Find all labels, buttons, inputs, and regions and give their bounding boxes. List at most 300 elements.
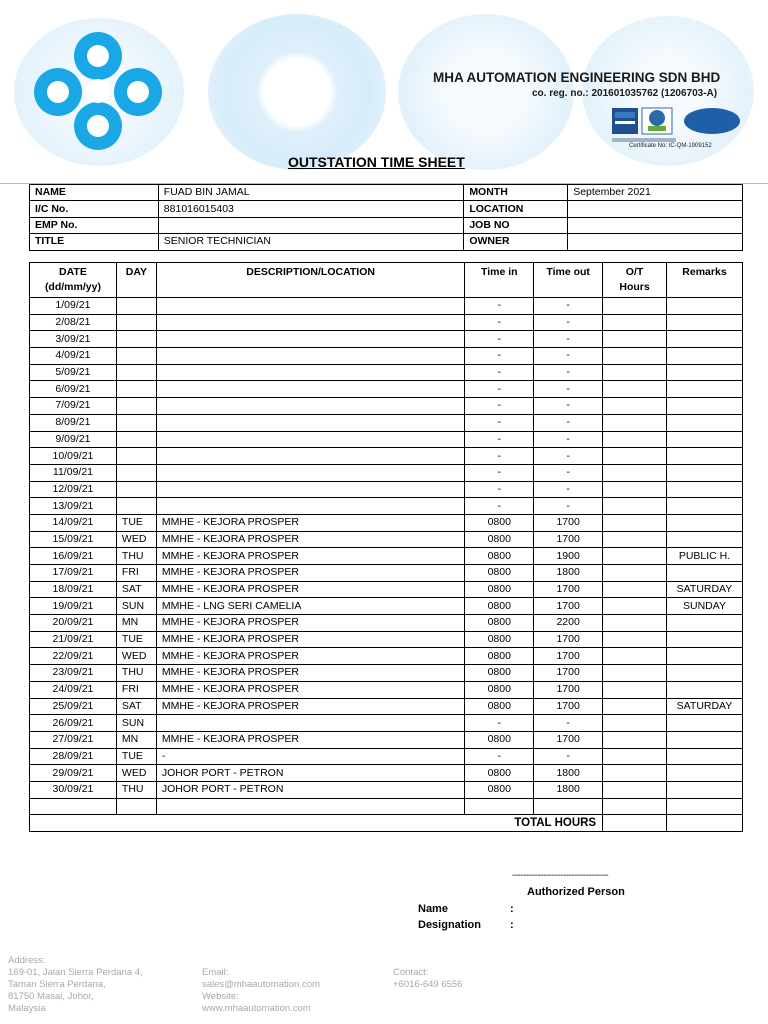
day-cell: TUE: [116, 748, 156, 765]
description-cell: MMHE - KEJORA PROSPER: [156, 548, 464, 565]
month-label: MONTH: [464, 185, 568, 201]
remarks-cell: [666, 514, 742, 531]
time-out-cell: -: [534, 331, 603, 348]
employee-info-table: [29, 184, 743, 251]
remarks-cell: [666, 448, 742, 465]
timesheet-row: [30, 681, 743, 698]
time-out-cell: 1700: [534, 581, 603, 598]
ot-hours-cell: [603, 448, 667, 465]
signature-line: ----------------------------------: [512, 870, 609, 881]
address-line: 169-01, Jalan Sierra Perdana 4,: [8, 967, 143, 978]
total-hours-label: TOTAL HOURS: [30, 815, 603, 832]
description-cell: [156, 381, 464, 398]
date-cell: 15/09/21: [30, 531, 117, 548]
emp-label: EMP No.: [30, 217, 159, 233]
time-in-cell: -: [465, 715, 534, 732]
remarks-cell: [666, 464, 742, 481]
description-cell: [156, 498, 464, 515]
timesheet-row: [30, 548, 743, 565]
job-value: [568, 217, 743, 233]
time-in-header: Time in: [465, 263, 534, 298]
timesheet-table: [29, 262, 743, 832]
time-in-cell: 0800: [465, 581, 534, 598]
day-header: DAY: [116, 263, 156, 298]
description-cell: [156, 798, 464, 815]
date-cell: 27/09/21: [30, 731, 117, 748]
time-in-cell: 0800: [465, 765, 534, 782]
ot-hours-cell: [603, 364, 667, 381]
time-in-cell: 0800: [465, 531, 534, 548]
date-cell: 8/09/21: [30, 414, 117, 431]
timesheet-row: [30, 498, 743, 515]
timesheet-row: [30, 581, 743, 598]
remarks-cell: SATURDAY: [666, 698, 742, 715]
ot-hours-cell: [603, 514, 667, 531]
time-out-cell: -: [534, 748, 603, 765]
ot-hours-cell: [603, 314, 667, 331]
remarks-cell: [666, 481, 742, 498]
description-cell: [156, 298, 464, 315]
time-out-cell: 1700: [534, 681, 603, 698]
time-out-cell: -: [534, 715, 603, 732]
name-value: FUAD BIN JAMAL: [158, 185, 464, 201]
remarks-cell: [666, 631, 742, 648]
ot-hours-cell: [603, 781, 667, 798]
remarks-cell: [666, 731, 742, 748]
info-row: [30, 185, 743, 201]
timesheet-row: [30, 348, 743, 365]
time-out-cell: 1900: [534, 548, 603, 565]
ot-hours-cell: [603, 531, 667, 548]
description-cell: MMHE - KEJORA PROSPER: [156, 615, 464, 632]
remarks-cell: [666, 431, 742, 448]
time-out-cell: -: [534, 381, 603, 398]
day-cell: [116, 431, 156, 448]
address-line: 81750 Masai, Johor,: [8, 991, 94, 1002]
day-cell: SUN: [116, 715, 156, 732]
date-cell: 10/09/21: [30, 448, 117, 465]
ot-hours-cell: [603, 765, 667, 782]
address-line: Taman Sierra Perdana,: [8, 979, 106, 990]
owner-label: OWNER: [464, 234, 568, 250]
timesheet-row: [30, 314, 743, 331]
timesheet-row: [30, 598, 743, 615]
date-cell: 21/09/21: [30, 631, 117, 648]
day-cell: [116, 448, 156, 465]
description-cell: [156, 348, 464, 365]
timesheet-row: [30, 448, 743, 465]
remarks-cell: [666, 381, 742, 398]
time-out-cell: 1700: [534, 598, 603, 615]
authorized-person-label: Authorized Person: [527, 886, 625, 898]
description-cell: [156, 715, 464, 732]
footer-phone: [393, 967, 462, 991]
time-in-cell: 0800: [465, 731, 534, 748]
description-cell: MMHE - KEJORA PROSPER: [156, 648, 464, 665]
location-label: LOCATION: [464, 201, 568, 217]
date-cell: 9/09/21: [30, 431, 117, 448]
time-in-cell: 0800: [465, 565, 534, 582]
timesheet-row: [30, 748, 743, 765]
date-cell: 22/09/21: [30, 648, 117, 665]
time-out-cell: -: [534, 431, 603, 448]
description-cell: [156, 448, 464, 465]
time-in-cell: 0800: [465, 648, 534, 665]
day-cell: [116, 364, 156, 381]
ic-label: I/C No.: [30, 201, 159, 217]
date-cell: 11/09/21: [30, 464, 117, 481]
certificate-number: Certificate No: IC-QM-1909152: [629, 143, 712, 149]
description-cell: MMHE - KEJORA PROSPER: [156, 665, 464, 682]
ot-hours-cell: [603, 398, 667, 415]
ot-hours-cell: [603, 598, 667, 615]
time-in-cell: -: [465, 748, 534, 765]
timesheet-row: [30, 431, 743, 448]
description-cell: MMHE - LNG SERI CAMELIA: [156, 598, 464, 615]
description-cell: [156, 314, 464, 331]
total-remarks-cell: [666, 815, 742, 832]
ot-hours-cell: [603, 381, 667, 398]
time-out-cell: -: [534, 414, 603, 431]
date-cell: 16/09/21: [30, 548, 117, 565]
total-row: [30, 815, 743, 832]
time-out-cell: -: [534, 481, 603, 498]
day-cell: [116, 314, 156, 331]
time-in-cell: 0800: [465, 615, 534, 632]
timesheet-row: [30, 464, 743, 481]
ot-hours-cell: [603, 681, 667, 698]
day-cell: SAT: [116, 698, 156, 715]
remarks-cell: SUNDAY: [666, 598, 742, 615]
ot-hours-cell: [603, 715, 667, 732]
day-cell: THU: [116, 781, 156, 798]
ot-hours-cell: [603, 748, 667, 765]
date-cell: 14/09/21: [30, 514, 117, 531]
time-out-cell: -: [534, 464, 603, 481]
footer-contact-web: [202, 967, 320, 1015]
remarks-cell: [666, 715, 742, 732]
time-out-cell: -: [534, 298, 603, 315]
remarks-cell: [666, 748, 742, 765]
time-out-cell: 1700: [534, 648, 603, 665]
owner-value: [568, 234, 743, 250]
company-name: MHA AUTOMATION ENGINEERING SDN BHD: [433, 70, 721, 85]
time-in-cell: [465, 798, 534, 815]
description-cell: MMHE - KEJORA PROSPER: [156, 681, 464, 698]
day-cell: [116, 798, 156, 815]
timesheet-row: [30, 381, 743, 398]
description-cell: MMHE - KEJORA PROSPER: [156, 581, 464, 598]
timesheet-row: [30, 665, 743, 682]
ot-hours-cell: [603, 414, 667, 431]
remarks-cell: [666, 398, 742, 415]
date-header: [30, 263, 117, 298]
time-in-cell: -: [465, 298, 534, 315]
job-label: JOB NO: [464, 217, 568, 233]
day-cell: [116, 348, 156, 365]
description-cell: MMHE - KEJORA PROSPER: [156, 531, 464, 548]
day-cell: [116, 298, 156, 315]
time-in-cell: 0800: [465, 781, 534, 798]
contact-number: +6016-649 6556: [393, 979, 463, 990]
timesheet-row: [30, 798, 743, 815]
date-cell: 23/09/21: [30, 665, 117, 682]
title-value: SENIOR TECHNICIAN: [158, 234, 464, 250]
time-in-cell: -: [465, 398, 534, 415]
ot-hours-cell: [603, 431, 667, 448]
description-cell: MMHE - KEJORA PROSPER: [156, 731, 464, 748]
remarks-cell: [666, 498, 742, 515]
description-cell: [156, 431, 464, 448]
timesheet-row: [30, 631, 743, 648]
date-cell: 1/09/21: [30, 298, 117, 315]
time-out-cell: -: [534, 364, 603, 381]
description-cell: MMHE - KEJORA PROSPER: [156, 631, 464, 648]
name-label: NAME: [30, 185, 159, 201]
time-in-cell: -: [465, 481, 534, 498]
time-out-header: Time out: [534, 263, 603, 298]
timesheet-row: [30, 565, 743, 582]
description-cell: [156, 398, 464, 415]
description-cell: JOHOR PORT - PETRON: [156, 765, 464, 782]
remarks-cell: [666, 298, 742, 315]
time-out-cell: -: [534, 448, 603, 465]
reg-label: co. reg. no.:: [532, 88, 589, 99]
ot-hours-cell: [603, 648, 667, 665]
reg-number: 201601035762 (1206703-A): [591, 88, 718, 99]
time-in-cell: -: [465, 381, 534, 398]
ot-hours-cell: [603, 298, 667, 315]
date-cell: 17/09/21: [30, 565, 117, 582]
date-cell: 5/09/21: [30, 364, 117, 381]
date-cell: 7/09/21: [30, 398, 117, 415]
day-cell: [116, 414, 156, 431]
day-cell: WED: [116, 648, 156, 665]
day-cell: TUE: [116, 631, 156, 648]
company-logo: [22, 26, 174, 156]
date-cell: 2/08/21: [30, 314, 117, 331]
day-cell: SUN: [116, 598, 156, 615]
title-label: TITLE: [30, 234, 159, 250]
time-in-cell: -: [465, 464, 534, 481]
date-cell: 19/09/21: [30, 598, 117, 615]
remarks-cell: [666, 331, 742, 348]
day-cell: [116, 498, 156, 515]
time-out-cell: 1800: [534, 781, 603, 798]
day-cell: [116, 464, 156, 481]
timesheet-row: [30, 531, 743, 548]
email-label: Email:: [202, 967, 229, 978]
timesheet-row: [30, 481, 743, 498]
day-cell: THU: [116, 665, 156, 682]
timesheet-row: [30, 781, 743, 798]
info-row: [30, 201, 743, 217]
timesheet-row: [30, 514, 743, 531]
timesheet-row: [30, 298, 743, 315]
description-cell: [156, 364, 464, 381]
time-in-cell: 0800: [465, 514, 534, 531]
ot-hours-cell: [603, 464, 667, 481]
ic-value: 881016015403: [158, 201, 464, 217]
day-cell: WED: [116, 531, 156, 548]
time-in-cell: -: [465, 348, 534, 365]
total-ot-cell: [603, 815, 667, 832]
description-cell: -: [156, 748, 464, 765]
day-cell: [116, 331, 156, 348]
date-cell: 4/09/21: [30, 348, 117, 365]
day-cell: [116, 398, 156, 415]
day-cell: FRI: [116, 565, 156, 582]
description-cell: [156, 331, 464, 348]
signer-designation-label: Designation: [418, 919, 481, 931]
remarks-cell: [666, 531, 742, 548]
ot-hours-cell: [603, 631, 667, 648]
time-out-cell: [534, 798, 603, 815]
day-cell: FRI: [116, 681, 156, 698]
info-row: [30, 217, 743, 233]
day-cell: [116, 481, 156, 498]
website-link[interactable]: www.mhaautomation.com: [202, 1003, 311, 1014]
ot-hours-cell: [603, 698, 667, 715]
description-header: DESCRIPTION/LOCATION: [156, 263, 464, 298]
time-in-cell: -: [465, 331, 534, 348]
timesheet-row: [30, 615, 743, 632]
email-link[interactable]: sales@mhaautomation.com: [202, 979, 320, 990]
date-cell: 20/09/21: [30, 615, 117, 632]
company-reg: [532, 88, 717, 99]
timesheet-row: [30, 765, 743, 782]
ot-hours-cell: [603, 731, 667, 748]
timesheet-row: [30, 698, 743, 715]
date-cell: 6/09/21: [30, 381, 117, 398]
certification-logos: [612, 106, 744, 148]
hours-label: Hours: [619, 281, 650, 293]
timesheet-body: [30, 298, 743, 815]
remarks-cell: [666, 665, 742, 682]
date-cell: [30, 798, 117, 815]
time-in-cell: 0800: [465, 631, 534, 648]
remarks-cell: SATURDAY: [666, 581, 742, 598]
timesheet-row: [30, 715, 743, 732]
day-cell: THU: [116, 548, 156, 565]
ot-hours-cell: [603, 348, 667, 365]
time-in-cell: -: [465, 414, 534, 431]
footer-address: [8, 955, 143, 1015]
remarks-cell: [666, 798, 742, 815]
month-value: September 2021: [568, 185, 743, 201]
time-out-cell: 1700: [534, 631, 603, 648]
time-in-cell: 0800: [465, 681, 534, 698]
date-cell: 3/09/21: [30, 331, 117, 348]
time-out-cell: 1700: [534, 731, 603, 748]
time-out-cell: 2200: [534, 615, 603, 632]
ot-hours-cell: [603, 565, 667, 582]
time-out-cell: 1800: [534, 765, 603, 782]
ot-hours-cell: [603, 481, 667, 498]
ot-label: O/T: [625, 266, 644, 278]
ot-hours-cell: [603, 665, 667, 682]
time-out-cell: 1700: [534, 531, 603, 548]
remarks-cell: [666, 648, 742, 665]
watermark-circle: [208, 14, 386, 170]
ot-hours-cell: [603, 798, 667, 815]
time-in-cell: 0800: [465, 698, 534, 715]
timesheet-row: [30, 331, 743, 348]
time-out-cell: -: [534, 314, 603, 331]
time-out-cell: -: [534, 398, 603, 415]
address-label: Address:: [8, 955, 46, 966]
signer-name-label: Name: [418, 903, 448, 915]
time-out-cell: -: [534, 348, 603, 365]
time-in-cell: -: [465, 448, 534, 465]
time-out-cell: 1700: [534, 665, 603, 682]
time-in-cell: -: [465, 431, 534, 448]
emp-value: [158, 217, 464, 233]
contact-label: Contact:: [393, 967, 429, 978]
description-cell: [156, 481, 464, 498]
remarks-cell: [666, 364, 742, 381]
time-in-cell: 0800: [465, 548, 534, 565]
document-title: OUTSTATION TIME SHEET: [288, 154, 465, 170]
day-cell: [116, 381, 156, 398]
date-cell: 25/09/21: [30, 698, 117, 715]
designation-colon: :: [510, 919, 514, 931]
ot-hours-cell: [603, 548, 667, 565]
remarks-cell: [666, 681, 742, 698]
timesheet-row: [30, 398, 743, 415]
ot-hours-cell: [603, 331, 667, 348]
day-cell: MN: [116, 731, 156, 748]
ot-hours-cell: [603, 615, 667, 632]
timesheet-row: [30, 648, 743, 665]
remarks-cell: [666, 565, 742, 582]
address-line: Malaysia: [8, 1003, 46, 1014]
date-cell: 30/09/21: [30, 781, 117, 798]
timesheet-header-row: [30, 263, 743, 298]
time-in-cell: -: [465, 364, 534, 381]
time-in-cell: -: [465, 314, 534, 331]
description-cell: [156, 414, 464, 431]
day-cell: WED: [116, 765, 156, 782]
time-in-cell: -: [465, 498, 534, 515]
ot-hours-header: [603, 263, 667, 298]
day-cell: MN: [116, 615, 156, 632]
remarks-cell: [666, 314, 742, 331]
name-colon: :: [510, 903, 514, 915]
date-cell: 12/09/21: [30, 481, 117, 498]
date-cell: 29/09/21: [30, 765, 117, 782]
remarks-cell: [666, 781, 742, 798]
timesheet-row: [30, 364, 743, 381]
website-label: Website:: [202, 991, 239, 1002]
date-cell: 28/09/21: [30, 748, 117, 765]
time-in-cell: 0800: [465, 598, 534, 615]
date-format-label: (dd/mm/yy): [44, 281, 101, 293]
description-cell: MMHE - KEJORA PROSPER: [156, 565, 464, 582]
time-out-cell: 1700: [534, 514, 603, 531]
time-out-cell: 1800: [534, 565, 603, 582]
remarks-cell: [666, 414, 742, 431]
info-row: [30, 234, 743, 250]
ot-hours-cell: [603, 498, 667, 515]
date-header-label: DATE: [59, 266, 87, 278]
date-cell: 24/09/21: [30, 681, 117, 698]
description-cell: JOHOR PORT - PETRON: [156, 781, 464, 798]
remarks-cell: PUBLIC H.: [666, 548, 742, 565]
time-in-cell: 0800: [465, 665, 534, 682]
day-cell: SAT: [116, 581, 156, 598]
description-cell: MMHE - KEJORA PROSPER: [156, 698, 464, 715]
